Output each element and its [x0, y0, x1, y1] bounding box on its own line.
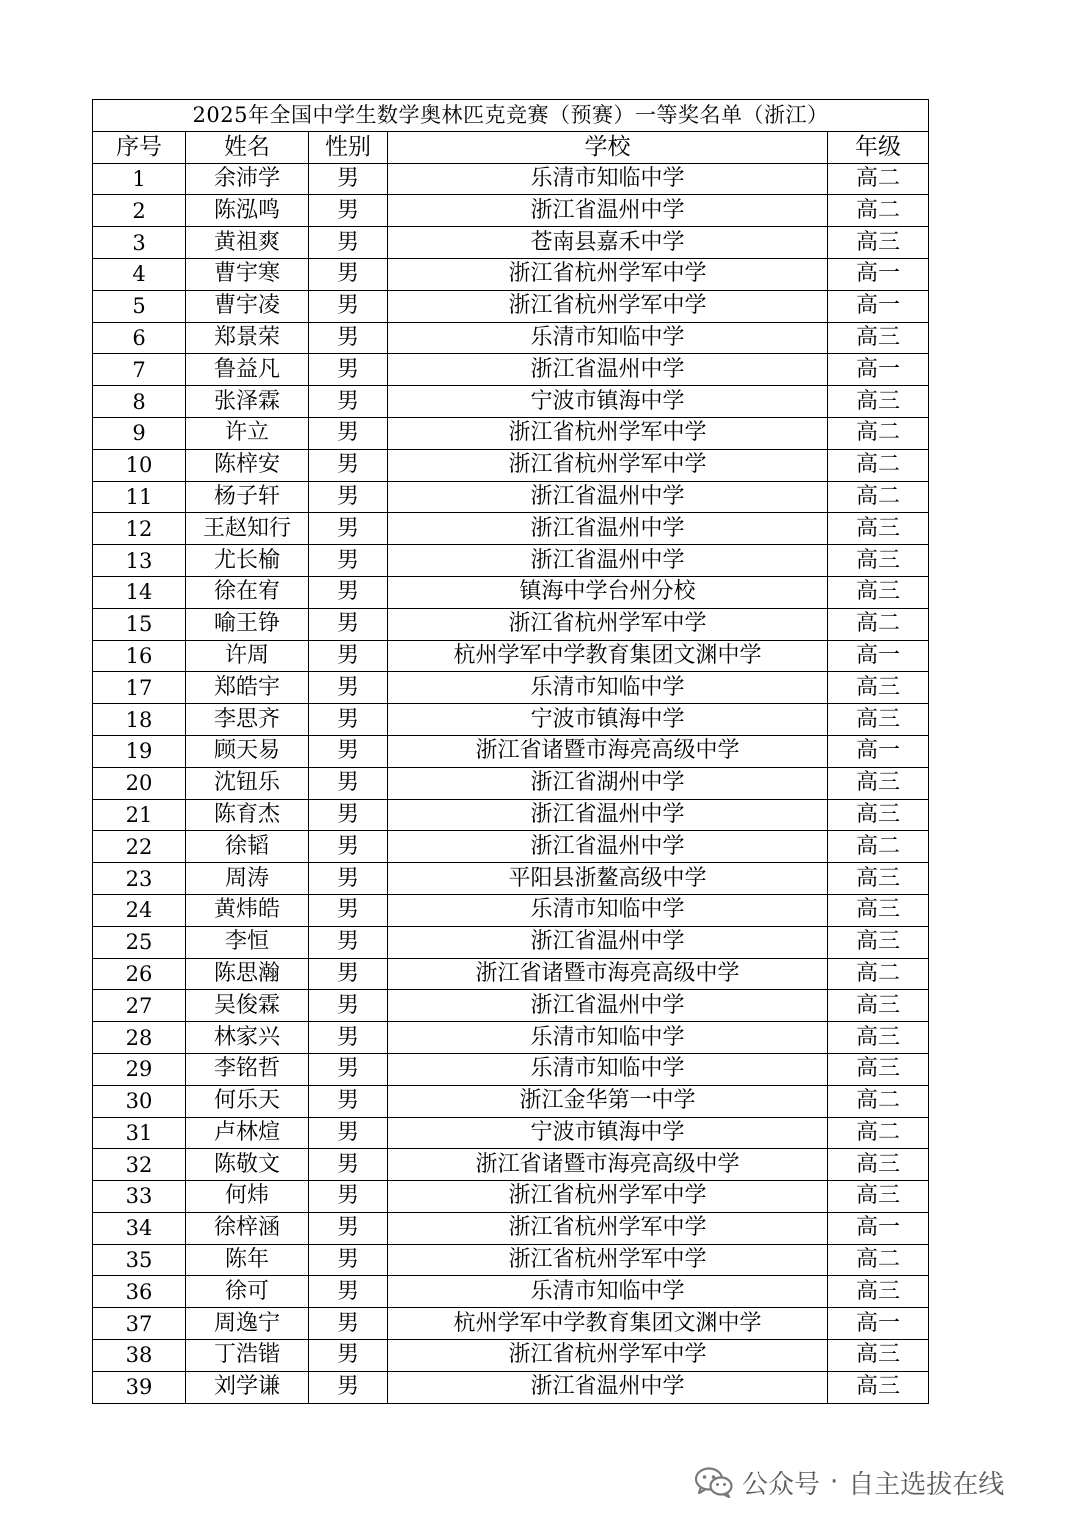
cell-name: 陈敬文: [186, 1149, 309, 1181]
cell-school: 浙江省杭州学军中学: [388, 1212, 828, 1244]
cell-grade: 高二: [828, 608, 929, 640]
cell-school: 宁波市镇海中学: [388, 386, 828, 418]
cell-index: 7: [93, 354, 186, 386]
table-row: [93, 1181, 929, 1213]
cell-index: 21: [93, 799, 186, 831]
table-row: [93, 322, 929, 354]
cell-index: 3: [93, 227, 186, 259]
cell-name: 郑景荣: [186, 322, 309, 354]
cell-name: 徐梓涵: [186, 1212, 309, 1244]
cell-school: 乐清市知临中学: [388, 1276, 828, 1308]
cell-name: 何乐天: [186, 1085, 309, 1117]
cell-gender: 男: [309, 735, 388, 767]
cell-name: 陈梓安: [186, 449, 309, 481]
cell-gender: 男: [309, 672, 388, 704]
table-row: [93, 831, 929, 863]
cell-name: 曹宇凌: [186, 290, 309, 322]
cell-gender: 男: [309, 163, 388, 195]
cell-index: 22: [93, 831, 186, 863]
cell-gender: 男: [309, 1085, 388, 1117]
table-row: [93, 735, 929, 767]
cell-index: 29: [93, 1053, 186, 1085]
cell-school: 浙江省杭州学军中学: [388, 608, 828, 640]
cell-gender: 男: [309, 258, 388, 290]
cell-school: 浙江省温州中学: [388, 799, 828, 831]
cell-school: 浙江省温州中学: [388, 926, 828, 958]
cell-name: 李恒: [186, 926, 309, 958]
table-row: [93, 799, 929, 831]
title-row: [93, 100, 929, 132]
cell-grade: 高二: [828, 449, 929, 481]
header-name: 姓名: [186, 131, 309, 163]
cell-gender: 男: [309, 227, 388, 259]
footer-label: 公众号: [742, 1469, 821, 1500]
table-body: [93, 163, 929, 1403]
cell-school: 浙江省温州中学: [388, 195, 828, 227]
cell-index: 1: [93, 163, 186, 195]
cell-index: 11: [93, 481, 186, 513]
cell-gender: 男: [309, 958, 388, 990]
cell-school: 浙江省温州中学: [388, 831, 828, 863]
table-row: [93, 290, 929, 322]
table-row: [93, 513, 929, 545]
cell-school: 浙江省温州中学: [388, 481, 828, 513]
cell-gender: 男: [309, 513, 388, 545]
table-row: [93, 227, 929, 259]
cell-gender: 男: [309, 1244, 388, 1276]
cell-gender: 男: [309, 1149, 388, 1181]
cell-school: 杭州学军中学教育集团文渊中学: [388, 1308, 828, 1340]
cell-school: 乐清市知临中学: [388, 163, 828, 195]
table-row: [93, 1340, 929, 1372]
cell-grade: 高三: [828, 799, 929, 831]
cell-index: 18: [93, 704, 186, 736]
cell-name: 喻王铮: [186, 608, 309, 640]
cell-grade: 高一: [828, 640, 929, 672]
cell-grade: 高二: [828, 1244, 929, 1276]
cell-name: 许立: [186, 417, 309, 449]
cell-school: 浙江省诸暨市海亮高级中学: [388, 1149, 828, 1181]
cell-name: 鲁益凡: [186, 354, 309, 386]
table-row: [93, 704, 929, 736]
table-row: [93, 481, 929, 513]
cell-school: 浙江省湖州中学: [388, 767, 828, 799]
cell-gender: 男: [309, 1308, 388, 1340]
cell-grade: 高三: [828, 1340, 929, 1372]
cell-name: 周逸宁: [186, 1308, 309, 1340]
cell-index: 24: [93, 894, 186, 926]
table-row: [93, 1276, 929, 1308]
cell-gender: 男: [309, 1181, 388, 1213]
cell-grade: 高三: [828, 386, 929, 418]
cell-gender: 男: [309, 1022, 388, 1054]
cell-index: 25: [93, 926, 186, 958]
table-row: [93, 926, 929, 958]
cell-gender: 男: [309, 449, 388, 481]
cell-grade: 高三: [828, 672, 929, 704]
cell-index: 31: [93, 1117, 186, 1149]
cell-school: 浙江金华第一中学: [388, 1085, 828, 1117]
cell-school: 乐清市知临中学: [388, 672, 828, 704]
cell-gender: 男: [309, 799, 388, 831]
cell-name: 余沛学: [186, 163, 309, 195]
cell-grade: 高二: [828, 163, 929, 195]
cell-grade: 高二: [828, 195, 929, 227]
table-row: [93, 894, 929, 926]
cell-school: 浙江省杭州学军中学: [388, 258, 828, 290]
table-row: [93, 354, 929, 386]
cell-grade: 高三: [828, 1276, 929, 1308]
cell-grade: 高一: [828, 258, 929, 290]
table-row: [93, 576, 929, 608]
document-title: 2025年全国中学生数学奥林匹克竞赛（预赛）一等奖名单（浙江）: [93, 100, 929, 132]
cell-grade: 高三: [828, 990, 929, 1022]
table-row: [93, 672, 929, 704]
cell-gender: 男: [309, 894, 388, 926]
cell-index: 34: [93, 1212, 186, 1244]
cell-grade: 高一: [828, 1308, 929, 1340]
cell-grade: 高一: [828, 735, 929, 767]
cell-name: 刘学谦: [186, 1371, 309, 1403]
cell-grade: 高三: [828, 1371, 929, 1403]
table-row: [93, 386, 929, 418]
cell-school: 平阳县浙鳌高级中学: [388, 863, 828, 895]
cell-school: 浙江省温州中学: [388, 990, 828, 1022]
cell-index: 37: [93, 1308, 186, 1340]
cell-school: 乐清市知临中学: [388, 322, 828, 354]
cell-index: 13: [93, 545, 186, 577]
table-row: [93, 1308, 929, 1340]
table-row: [93, 1022, 929, 1054]
header-gender: 性别: [309, 131, 388, 163]
cell-grade: 高三: [828, 1149, 929, 1181]
cell-grade: 高一: [828, 354, 929, 386]
cell-grade: 高三: [828, 767, 929, 799]
cell-gender: 男: [309, 354, 388, 386]
table-row: [93, 1149, 929, 1181]
cell-name: 周涛: [186, 863, 309, 895]
cell-index: 19: [93, 735, 186, 767]
cell-name: 张泽霖: [186, 386, 309, 418]
cell-gender: 男: [309, 1340, 388, 1372]
cell-grade: 高二: [828, 1117, 929, 1149]
cell-school: 乐清市知临中学: [388, 894, 828, 926]
cell-gender: 男: [309, 926, 388, 958]
cell-name: 沈钮乐: [186, 767, 309, 799]
cell-grade: 高三: [828, 576, 929, 608]
cell-index: 17: [93, 672, 186, 704]
cell-name: 郑皓宇: [186, 672, 309, 704]
cell-index: 23: [93, 863, 186, 895]
cell-index: 9: [93, 417, 186, 449]
cell-school: 浙江省诸暨市海亮高级中学: [388, 958, 828, 990]
table-row: [93, 1244, 929, 1276]
cell-index: 15: [93, 608, 186, 640]
cell-grade: 高一: [828, 290, 929, 322]
header-school: 学校: [388, 131, 828, 163]
table-row: [93, 1212, 929, 1244]
cell-index: 2: [93, 195, 186, 227]
cell-school: 浙江省杭州学军中学: [388, 417, 828, 449]
cell-grade: 高三: [828, 513, 929, 545]
cell-index: 6: [93, 322, 186, 354]
cell-school: 浙江省杭州学军中学: [388, 1340, 828, 1372]
table-row: [93, 545, 929, 577]
table-row: [93, 863, 929, 895]
cell-index: 8: [93, 386, 186, 418]
cell-name: 李思齐: [186, 704, 309, 736]
cell-name: 曹宇寒: [186, 258, 309, 290]
cell-gender: 男: [309, 545, 388, 577]
table-row: [93, 640, 929, 672]
cell-name: 尤长榆: [186, 545, 309, 577]
cell-index: 32: [93, 1149, 186, 1181]
wechat-icon: [694, 1466, 734, 1498]
cell-name: 卢林煊: [186, 1117, 309, 1149]
table-row: [93, 1371, 929, 1403]
cell-index: 33: [93, 1181, 186, 1213]
table-row: [93, 958, 929, 990]
cell-gender: 男: [309, 386, 388, 418]
cell-gender: 男: [309, 608, 388, 640]
cell-school: 乐清市知临中学: [388, 1022, 828, 1054]
cell-school: 浙江省杭州学军中学: [388, 290, 828, 322]
cell-index: 5: [93, 290, 186, 322]
table-row: [93, 767, 929, 799]
cell-gender: 男: [309, 1371, 388, 1403]
cell-index: 26: [93, 958, 186, 990]
cell-grade: 高二: [828, 831, 929, 863]
cell-school: 宁波市镇海中学: [388, 704, 828, 736]
cell-index: 10: [93, 449, 186, 481]
table-row: [93, 258, 929, 290]
cell-gender: 男: [309, 1276, 388, 1308]
table-row: [93, 195, 929, 227]
cell-gender: 男: [309, 481, 388, 513]
cell-name: 陈思瀚: [186, 958, 309, 990]
cell-gender: 男: [309, 1212, 388, 1244]
cell-grade: 高一: [828, 1212, 929, 1244]
cell-index: 38: [93, 1340, 186, 1372]
cell-name: 王赵知行: [186, 513, 309, 545]
cell-gender: 男: [309, 322, 388, 354]
header-grade: 年级: [828, 131, 929, 163]
cell-index: 20: [93, 767, 186, 799]
cell-school: 乐清市知临中学: [388, 1053, 828, 1085]
cell-gender: 男: [309, 990, 388, 1022]
cell-index: 16: [93, 640, 186, 672]
cell-grade: 高三: [828, 863, 929, 895]
cell-grade: 高二: [828, 481, 929, 513]
cell-grade: 高三: [828, 1181, 929, 1213]
cell-index: 27: [93, 990, 186, 1022]
table-row: [93, 1053, 929, 1085]
cell-gender: 男: [309, 831, 388, 863]
cell-grade: 高三: [828, 545, 929, 577]
cell-name: 林家兴: [186, 1022, 309, 1054]
cell-gender: 男: [309, 417, 388, 449]
table-row: [93, 990, 929, 1022]
table-row: [93, 1085, 929, 1117]
cell-name: 黄炜皓: [186, 894, 309, 926]
watermark-footer: [694, 1462, 1004, 1502]
cell-school: 苍南县嘉禾中学: [388, 227, 828, 259]
cell-grade: 高二: [828, 1085, 929, 1117]
cell-name: 顾天易: [186, 735, 309, 767]
cell-school: 浙江省温州中学: [388, 1371, 828, 1403]
table-row: [93, 449, 929, 481]
table-row: [93, 163, 929, 195]
cell-school: 浙江省诸暨市海亮高级中学: [388, 735, 828, 767]
cell-school: 宁波市镇海中学: [388, 1117, 828, 1149]
cell-school: 浙江省杭州学军中学: [388, 449, 828, 481]
cell-grade: 高三: [828, 704, 929, 736]
cell-gender: 男: [309, 863, 388, 895]
cell-name: 吴俊霖: [186, 990, 309, 1022]
cell-name: 陈年: [186, 1244, 309, 1276]
cell-grade: 高三: [828, 926, 929, 958]
cell-name: 何炜: [186, 1181, 309, 1213]
cell-index: 35: [93, 1244, 186, 1276]
cell-gender: 男: [309, 640, 388, 672]
award-list-table: [92, 99, 929, 1404]
header-index: 序号: [93, 131, 186, 163]
cell-school: 杭州学军中学教育集团文渊中学: [388, 640, 828, 672]
cell-index: 36: [93, 1276, 186, 1308]
cell-name: 徐韬: [186, 831, 309, 863]
cell-school: 浙江省温州中学: [388, 354, 828, 386]
table-row: [93, 1117, 929, 1149]
cell-grade: 高三: [828, 894, 929, 926]
cell-name: 陈育杰: [186, 799, 309, 831]
cell-grade: 高三: [828, 227, 929, 259]
cell-name: 丁浩锴: [186, 1340, 309, 1372]
header-row: [93, 131, 929, 163]
cell-gender: 男: [309, 704, 388, 736]
footer-separator: ·: [830, 1467, 839, 1497]
cell-grade: 高三: [828, 1022, 929, 1054]
cell-gender: 男: [309, 767, 388, 799]
cell-grade: 高二: [828, 958, 929, 990]
cell-gender: 男: [309, 290, 388, 322]
cell-name: 黄祖爽: [186, 227, 309, 259]
footer-account: 自主选拔在线: [848, 1469, 1005, 1500]
cell-index: 30: [93, 1085, 186, 1117]
cell-name: 杨子轩: [186, 481, 309, 513]
cell-school: 浙江省温州中学: [388, 545, 828, 577]
cell-name: 陈泓鸣: [186, 195, 309, 227]
cell-gender: 男: [309, 1053, 388, 1085]
cell-school: 镇海中学台州分校: [388, 576, 828, 608]
cell-name: 徐在宥: [186, 576, 309, 608]
table-row: [93, 608, 929, 640]
cell-gender: 男: [309, 576, 388, 608]
cell-name: 徐可: [186, 1276, 309, 1308]
cell-school: 浙江省温州中学: [388, 513, 828, 545]
cell-index: 14: [93, 576, 186, 608]
cell-grade: 高三: [828, 1053, 929, 1085]
cell-name: 许周: [186, 640, 309, 672]
cell-grade: 高三: [828, 322, 929, 354]
cell-index: 4: [93, 258, 186, 290]
cell-grade: 高二: [828, 417, 929, 449]
cell-school: 浙江省杭州学军中学: [388, 1244, 828, 1276]
cell-school: 浙江省杭州学军中学: [388, 1181, 828, 1213]
cell-index: 28: [93, 1022, 186, 1054]
cell-gender: 男: [309, 1117, 388, 1149]
cell-index: 39: [93, 1371, 186, 1403]
table-row: [93, 417, 929, 449]
cell-gender: 男: [309, 195, 388, 227]
cell-index: 12: [93, 513, 186, 545]
cell-name: 李铭哲: [186, 1053, 309, 1085]
